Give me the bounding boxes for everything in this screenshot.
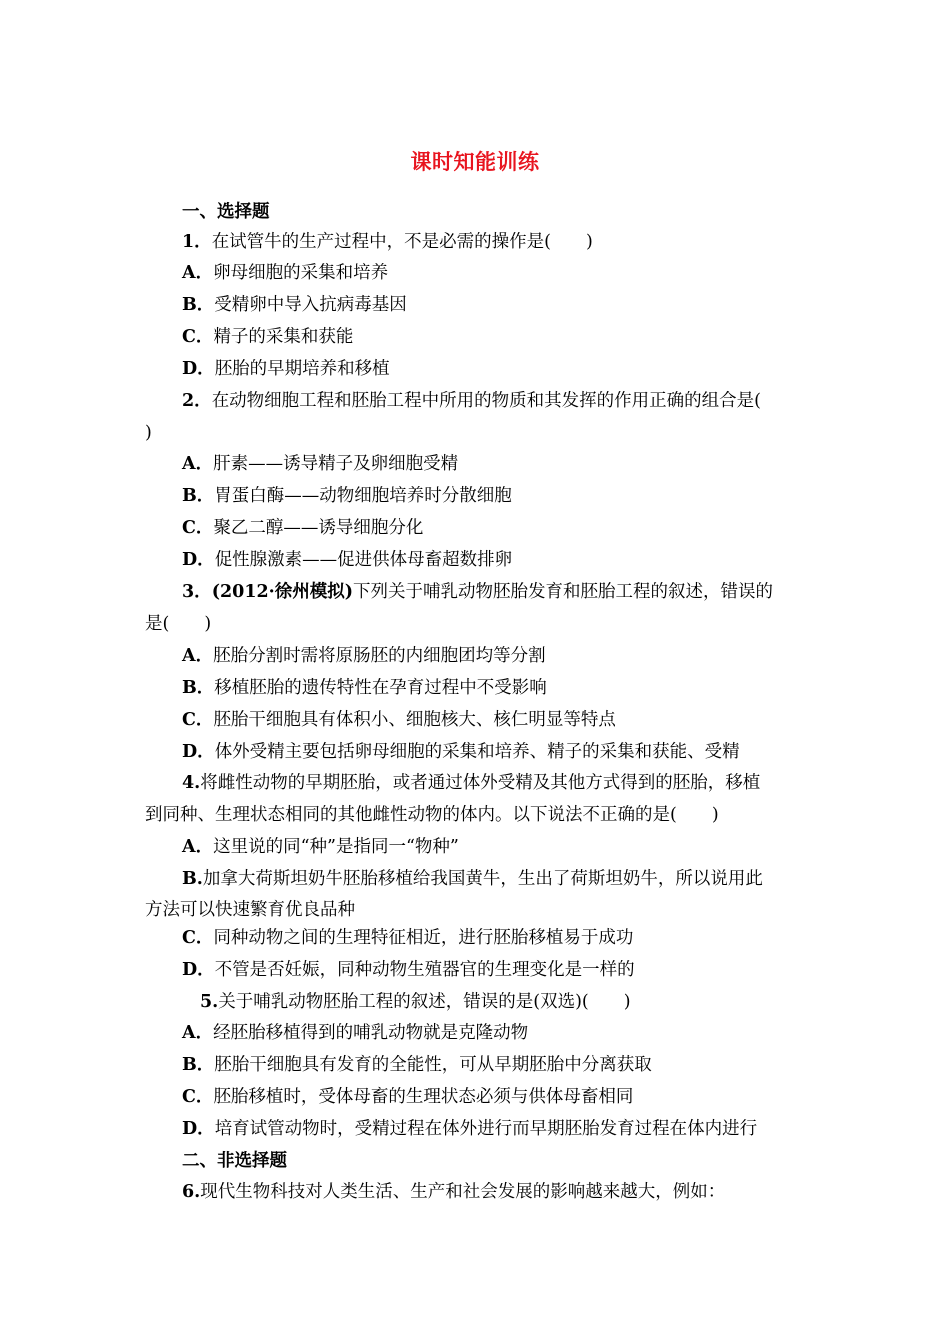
option-b-continued: 方法可以快速繁育优良品种 <box>145 900 355 920</box>
question-text: 在动物细胞工程和胚胎工程中所用的物质和其发挥的作用正确的组合是( <box>211 391 762 411</box>
option-text: 不管是否妊娠，同种动物生殖器官的生理变化是一样的 <box>214 960 635 980</box>
option-text: 这里说的同“种”是指同一“物种” <box>213 837 459 857</box>
option-letter: C． <box>182 710 214 730</box>
option-text: 体外受精主要包括卵母细胞的采集和培养、精子的采集和获能、受精 <box>214 742 740 762</box>
option-text: 同种动物之间的生理特征相近，进行胚胎移植易于成功 <box>213 928 634 948</box>
question-source: (2012·徐州模拟) <box>211 582 354 602</box>
option-letter: C． <box>182 327 214 347</box>
question-text: 下列关于哺乳动物胚胎发育和胚胎工程的叙述，错误的 <box>353 582 774 602</box>
question-2 <box>182 389 761 413</box>
option-letter: B. <box>182 869 203 889</box>
option-text: 加拿大荷斯坦奶牛胚胎移植给我国黄牛，生出了荷斯坦奶牛，所以说用此 <box>202 869 763 889</box>
question-number: 6. <box>182 1182 201 1202</box>
option-text: 聚乙二醇——诱导细胞分化 <box>213 518 424 538</box>
question-2-continued: ) <box>145 423 152 443</box>
question-number: 2． <box>182 391 212 411</box>
option-text: 胚胎干细胞具有体积小、细胞核大、核仁明显等特点 <box>213 710 616 730</box>
question-3 <box>182 580 773 604</box>
option-letter: D． <box>182 960 215 980</box>
option-c <box>182 708 616 732</box>
option-a <box>182 261 388 285</box>
question-number: 4. <box>182 773 201 793</box>
question-text: 关于哺乳动物胚胎工程的叙述，错误的是(双选)( ) <box>218 992 631 1012</box>
option-c <box>182 516 423 540</box>
question-number: 1． <box>182 232 212 252</box>
option-b <box>182 676 547 700</box>
option-letter: A． <box>182 454 214 474</box>
question-text: 将雌性动物的早期胚胎，或者通过体外受精及其他方式得到的胚胎，移植 <box>200 773 761 793</box>
option-d <box>182 548 512 572</box>
question-5 <box>200 990 631 1014</box>
question-1 <box>182 230 593 254</box>
option-letter: C． <box>182 928 214 948</box>
section-heading-choice: 一、选择题 <box>182 202 270 222</box>
option-text: 胚胎分割时需将原肠胚的内细胞团均等分割 <box>213 646 546 666</box>
option-b <box>182 484 512 508</box>
option-letter: D． <box>182 550 215 570</box>
option-d <box>182 1117 757 1141</box>
question-6 <box>182 1180 725 1204</box>
option-c <box>182 325 353 349</box>
option-letter: C． <box>182 1087 214 1107</box>
option-letter: B． <box>182 295 215 315</box>
option-letter: A． <box>182 263 214 283</box>
option-text: 精子的采集和获能 <box>213 327 354 347</box>
option-text: 受精卵中导入抗病毒基因 <box>214 295 407 315</box>
option-text: 胚胎移植时，受体母畜的生理状态必须与供体母畜相同 <box>213 1087 634 1107</box>
option-c <box>182 1085 633 1109</box>
option-text: 促性腺激素——促进供体母畜超数排卵 <box>214 550 513 570</box>
option-letter: A． <box>182 1023 214 1043</box>
question-text: 现代生物科技对人类生活、生产和社会发展的影响越来越大，例如： <box>200 1182 726 1202</box>
option-a <box>182 452 458 476</box>
option-text: 胚胎的早期培养和移植 <box>214 359 390 379</box>
question-4 <box>182 771 760 795</box>
option-d <box>182 958 635 982</box>
page-title: 课时知能训练 <box>410 149 540 174</box>
option-text: 移植胚胎的遗传特性在孕育过程中不受影响 <box>214 678 547 698</box>
option-letter: B． <box>182 1055 215 1075</box>
option-text: 培育试管动物时，受精过程在体外进行而早期胚胎发育过程在体内进行 <box>214 1119 758 1139</box>
question-4-continued: 到同种、生理状态相同的其他雌性动物的体内。以下说法不正确的是( ) <box>145 805 719 825</box>
option-letter: C． <box>182 518 214 538</box>
option-b <box>182 293 407 317</box>
option-a <box>182 1021 528 1045</box>
option-text: 经胚胎移植得到的哺乳动物就是克隆动物 <box>213 1023 529 1043</box>
option-letter: B． <box>182 678 215 698</box>
option-letter: D． <box>182 742 215 762</box>
option-b <box>182 867 763 891</box>
option-text: 卵母细胞的采集和培养 <box>213 263 389 283</box>
option-a <box>182 644 546 668</box>
option-d <box>182 740 740 764</box>
option-letter: D． <box>182 1119 215 1139</box>
option-letter: A． <box>182 837 214 857</box>
option-d <box>182 357 390 381</box>
option-letter: B． <box>182 486 215 506</box>
question-3-continued: 是( ) <box>145 614 212 634</box>
option-letter: A． <box>182 646 214 666</box>
option-text: 肝素——诱导精子及卵细胞受精 <box>213 454 459 474</box>
question-number: 5. <box>200 992 219 1012</box>
question-number: 3． <box>182 582 212 602</box>
option-b <box>182 1053 652 1077</box>
option-a <box>182 835 459 859</box>
option-text: 胃蛋白酶——动物细胞培养时分散细胞 <box>214 486 512 506</box>
option-text: 胚胎干细胞具有发育的全能性，可从早期胚胎中分离获取 <box>214 1055 652 1075</box>
option-c <box>182 926 633 950</box>
section-heading-nonchoice: 二、非选择题 <box>182 1151 287 1171</box>
question-text: 在试管牛的生产过程中，不是必需的操作是( ) <box>211 232 593 252</box>
option-letter: D． <box>182 359 215 379</box>
